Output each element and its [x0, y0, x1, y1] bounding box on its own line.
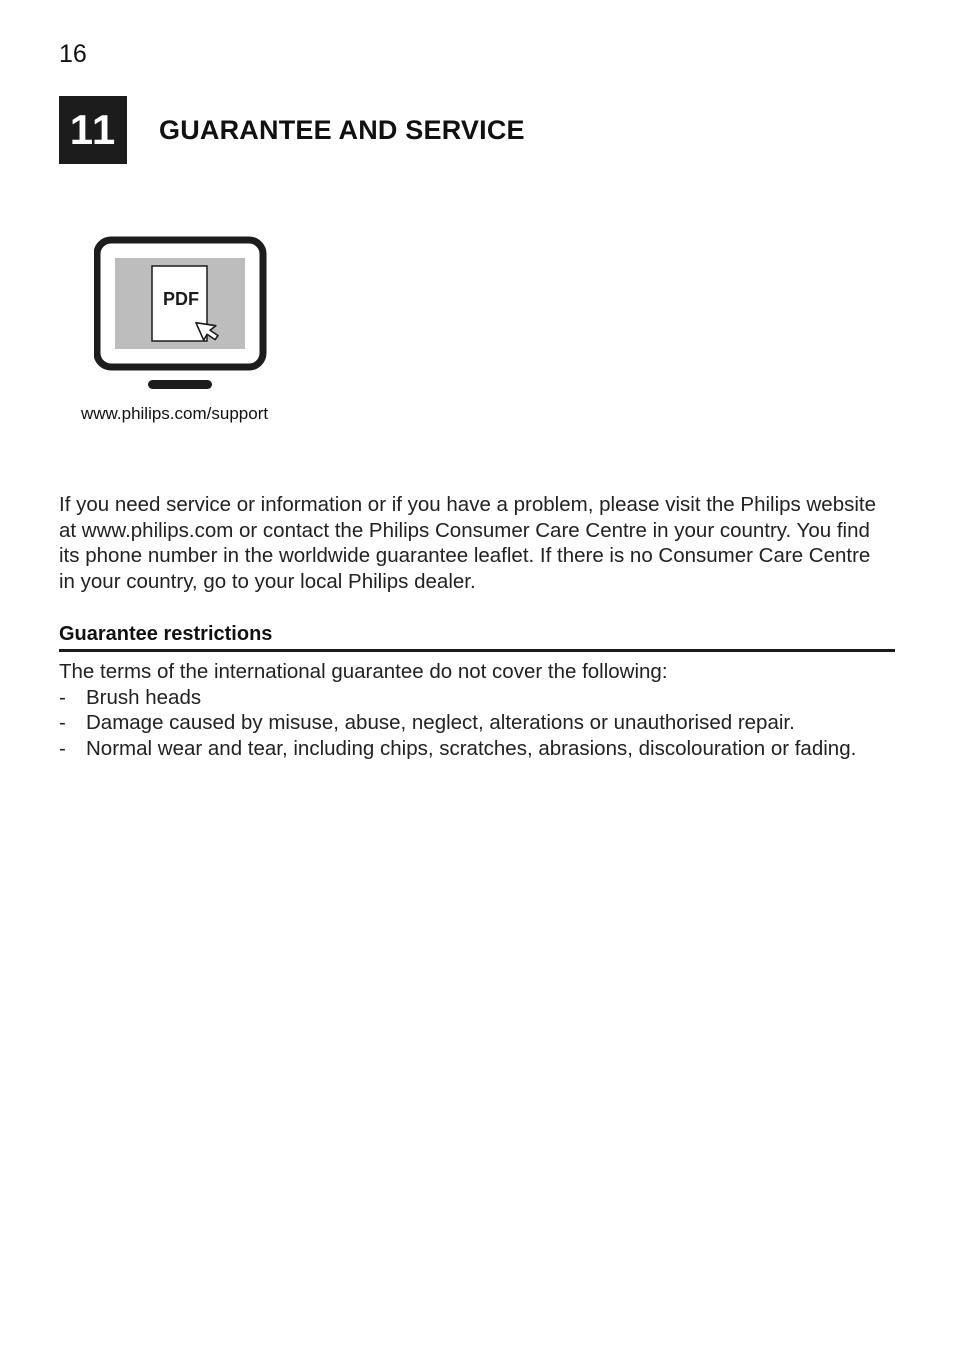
restrictions-list	[59, 685, 899, 762]
section-heading: Guarantee restrictions	[59, 623, 273, 645]
section-divider	[59, 649, 895, 652]
chapter-number-badge: 11	[59, 96, 127, 164]
list-item	[59, 710, 899, 736]
restrictions-intro: The terms of the international guarantee do not cover the following:	[59, 660, 668, 683]
support-url: www.philips.com/support	[81, 404, 269, 423]
list-bullet: -	[59, 711, 66, 734]
intro-paragraph: If you need service or information or if you have a problem, please visit the Philips website at www.philips.com or contact the Philips Consumer Care Centre in your country. You find its phone number in the worldwide guarantee leaflet. If there is no Consumer Care Centre in your country, go to your local Philips dealer.	[59, 493, 876, 593]
list-item	[59, 736, 899, 762]
page-number: 16	[59, 40, 87, 68]
list-item-text: Brush heads	[86, 685, 202, 709]
pdf-label: PDF	[163, 289, 199, 309]
monitor-pdf-icon	[94, 236, 268, 392]
chapter-title: GUARANTEE AND SERVICE	[159, 115, 525, 145]
list-item-text: Damage caused by misuse, abuse, neglect, alterations or unauthorised repair.	[86, 711, 795, 734]
list-item-text: Normal wear and tear, including chips, scratches, abrasions, discolouration or fading.	[86, 736, 857, 760]
list-item	[59, 685, 899, 711]
list-bullet: -	[59, 736, 66, 760]
list-bullet: -	[59, 685, 66, 709]
